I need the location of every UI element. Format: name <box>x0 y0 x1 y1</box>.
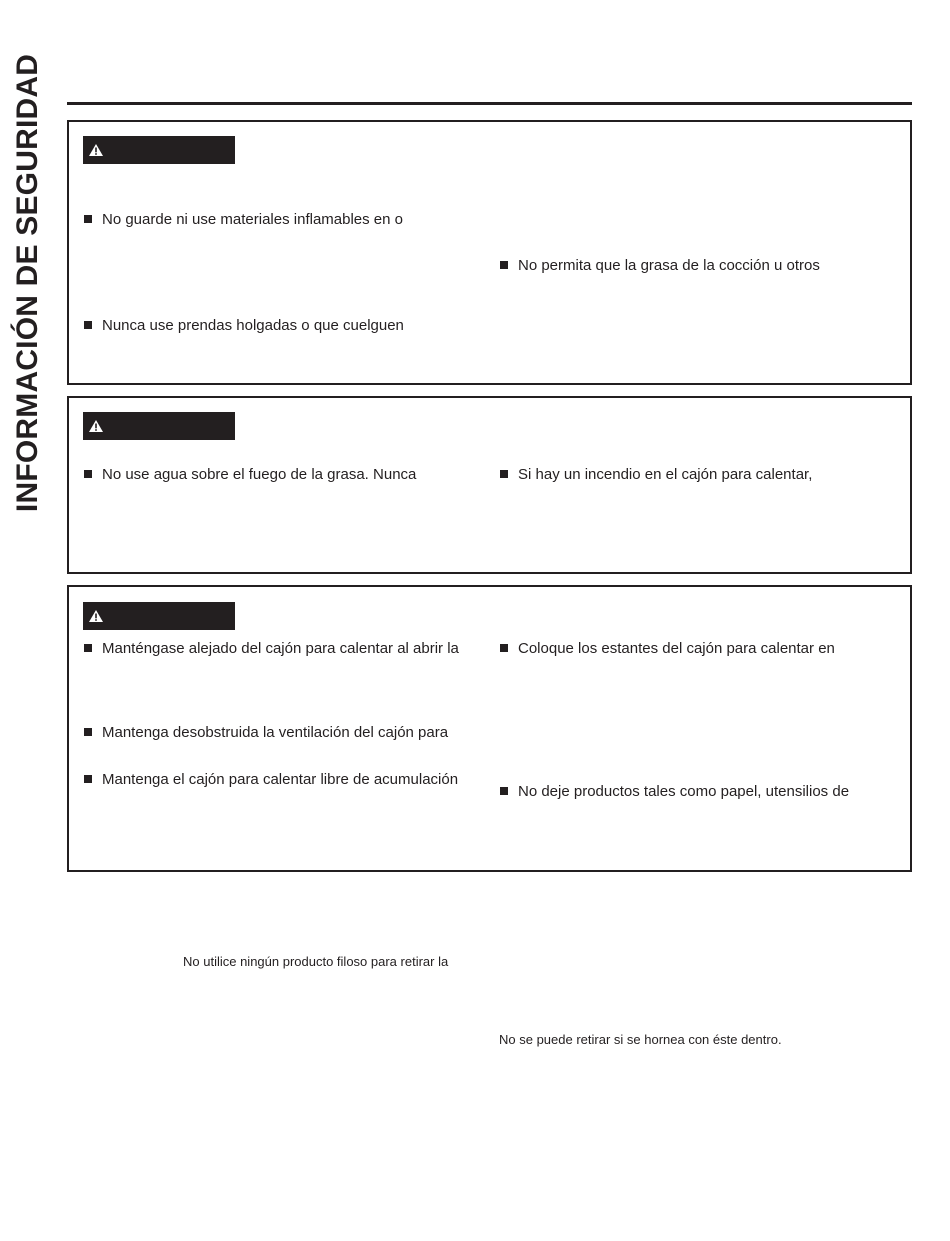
warning-header-bar <box>83 136 235 164</box>
list-item: No guarde ni use materiales inflamables en o <box>84 211 403 229</box>
list-item: No permita que la grasa de la cocción u otros <box>500 257 820 275</box>
warning-header-bar <box>83 602 235 630</box>
bullet-square-icon <box>500 644 508 652</box>
list-item: Si hay un incendio en el cajón para calentar, <box>500 466 812 484</box>
bullet-square-icon <box>84 215 92 223</box>
list-item: Mantenga el cajón para calentar libre de acumulación <box>84 771 458 789</box>
side-section-title <box>0 0 60 560</box>
bullet-square-icon <box>84 470 92 478</box>
side-title-text: INFORMACIÓN DE SEGURIDAD <box>11 53 44 513</box>
bullet-square-icon <box>500 787 508 795</box>
bullet-square-icon <box>84 728 92 736</box>
footer-right-text: No se puede retirar si se hornea con éste dentro. <box>499 1032 782 1047</box>
warning-header-bar <box>83 412 235 440</box>
list-item: Nunca use prendas holgadas o que cuelguen <box>84 317 404 335</box>
warning-triangle-icon <box>89 420 103 432</box>
bullet-square-icon <box>500 470 508 478</box>
bullet-square-icon <box>84 644 92 652</box>
warning-triangle-icon <box>89 610 103 622</box>
list-item: Mantenga desobstruida la ventilación del cajón para <box>84 724 448 742</box>
bullet-square-icon <box>84 321 92 329</box>
footer-left-text: No utilice ningún producto filoso para retirar la <box>183 954 449 969</box>
bullet-square-icon <box>500 261 508 269</box>
top-divider <box>67 102 912 105</box>
list-item: No use agua sobre el fuego de la grasa. Nunca <box>84 466 416 484</box>
list-item: No deje productos tales como papel, utensilios de <box>500 783 849 801</box>
list-item: Manténgase alejado del cajón para calentar al abrir la <box>84 640 459 658</box>
warning-box-3 <box>67 585 912 872</box>
bullet-square-icon <box>84 775 92 783</box>
warning-triangle-icon <box>89 144 103 156</box>
list-item: Coloque los estantes del cajón para calentar en <box>500 640 835 658</box>
warning-box-2 <box>67 396 912 574</box>
warning-box-1 <box>67 120 912 385</box>
